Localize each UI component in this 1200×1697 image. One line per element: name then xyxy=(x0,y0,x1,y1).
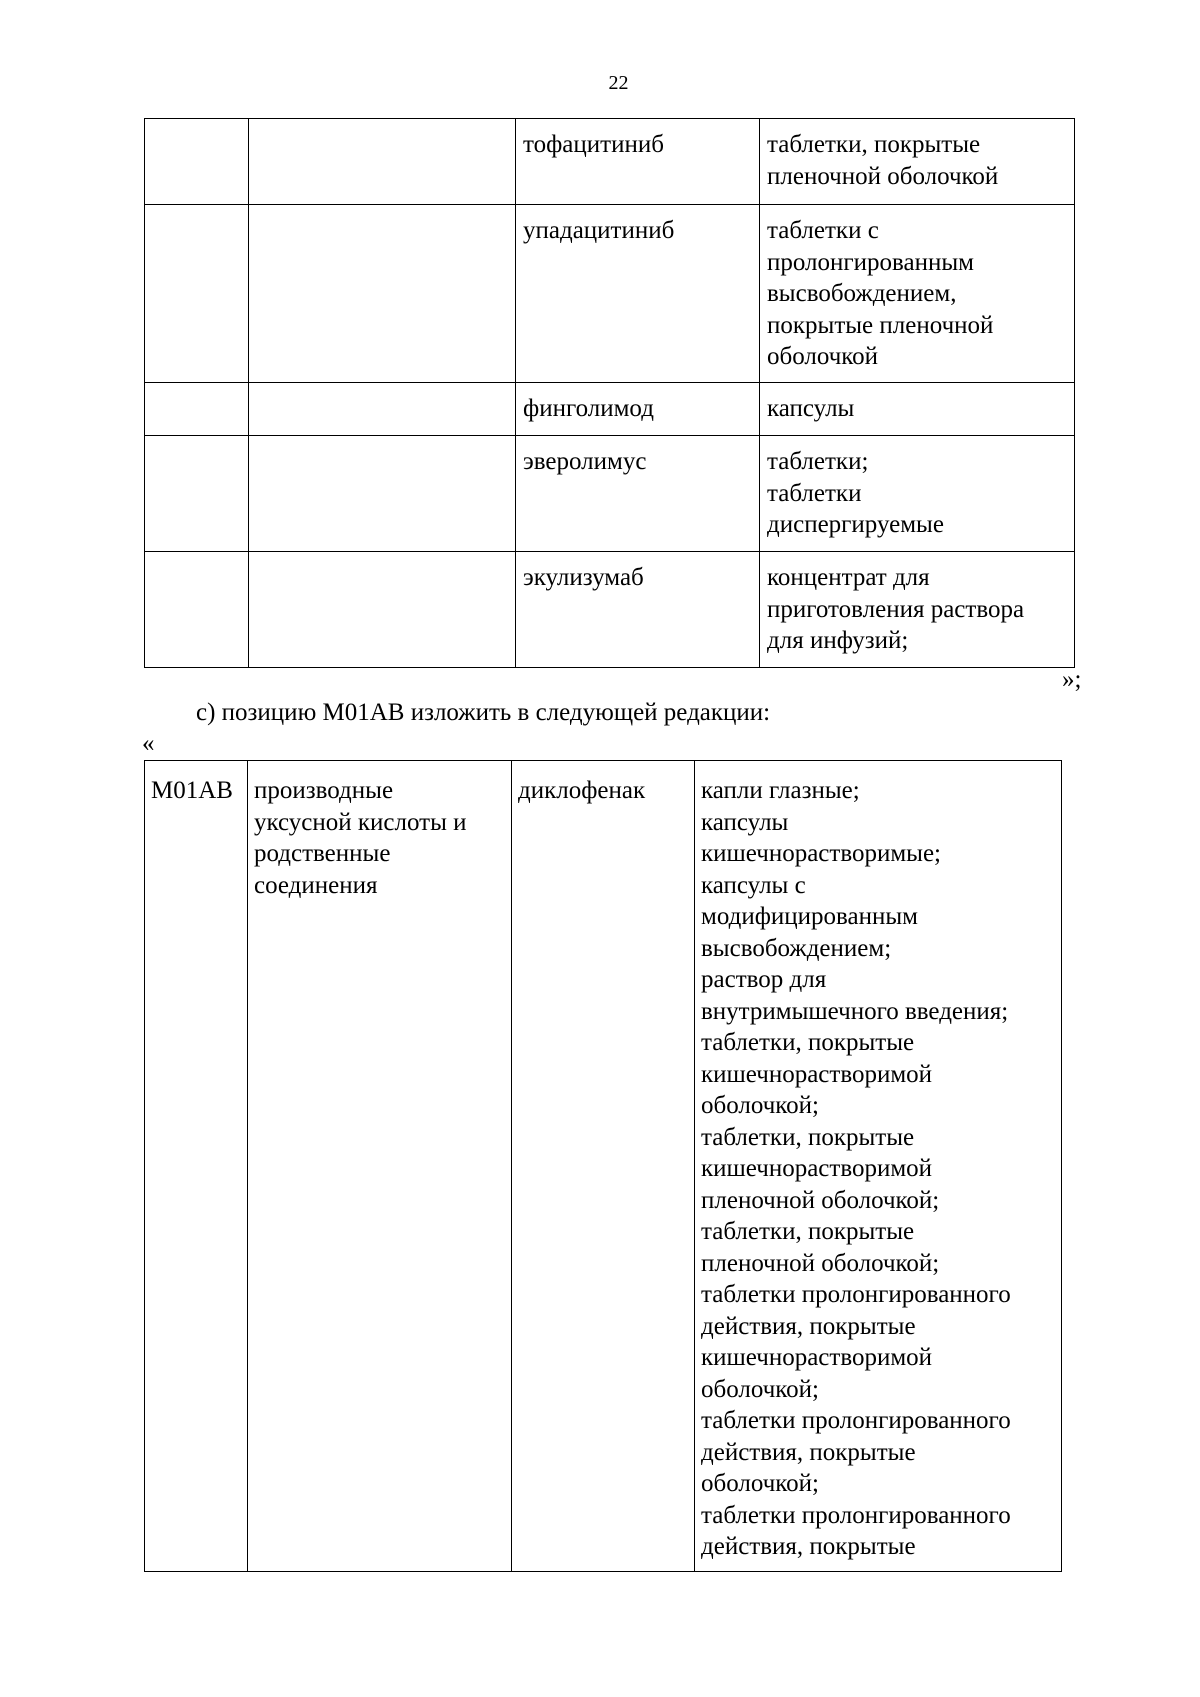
table-cell-code xyxy=(145,552,249,668)
table-cell-group xyxy=(249,119,516,205)
table-cell-group: производные уксусной кислоты и родственные соединения xyxy=(248,761,512,1572)
table-cell-drug: финголимод xyxy=(516,383,760,436)
table-cell-code: M01AB xyxy=(145,761,248,1572)
table-cell-drug: экулизумаб xyxy=(516,552,760,668)
table-cell-drug: диклофенак xyxy=(512,761,695,1572)
table-row xyxy=(145,761,1062,1572)
table-row xyxy=(145,383,1075,436)
table-cell-form: таблетки, покрытые пленочной оболочкой xyxy=(760,119,1075,205)
table-row xyxy=(145,205,1075,383)
table-cell-code xyxy=(145,436,249,552)
table-cell-form: таблетки; таблетки диспергируемые xyxy=(760,436,1075,552)
drug-table-continuation xyxy=(144,118,1075,668)
table-cell-code xyxy=(145,205,249,383)
opening-quote: « xyxy=(142,730,155,757)
table-cell-form: капли глазные; капсулы кишечнорастворимые; капсулы с модифицированным высвобождением; раствор для внутримышечного введения; таблетки, покрытые кишечнорастворимой оболочкой; таблетки, покрытые кишечнорастворимой пленочной оболочкой; таблетки, покрытые пленочной оболочкой; таблетки пролонгированного действия, покрытые кишечнорастворимой оболочкой; таблетки пролонгированного действия, покрытые оболочкой; таблетки пролонгированного действия, покрытые xyxy=(695,761,1062,1572)
table-cell-form: концентрат для приготовления раствора для инфузий; xyxy=(760,552,1075,668)
table-row xyxy=(145,552,1075,668)
closing-quote: »; xyxy=(1062,666,1082,693)
amendment-paragraph: с) позицию M01AB изложить в следующей редакции: xyxy=(196,699,771,726)
table-cell-group xyxy=(249,205,516,383)
table-cell-drug: тофацитиниб xyxy=(516,119,760,205)
table-cell-code xyxy=(145,119,249,205)
table-cell-form: таблетки с пролонгированным высвобождением, покрытые пленочной оболочкой xyxy=(760,205,1075,383)
table-cell-drug: эверолимус xyxy=(516,436,760,552)
table-cell-drug: упадацитиниб xyxy=(516,205,760,383)
table-row xyxy=(145,119,1075,205)
table-row xyxy=(145,436,1075,552)
page-number: 22 xyxy=(608,72,629,94)
table-cell-group xyxy=(249,552,516,668)
drug-table-m01ab xyxy=(144,760,1062,1572)
table-cell-group xyxy=(249,436,516,552)
table-cell-code xyxy=(145,383,249,436)
table-cell-group xyxy=(249,383,516,436)
table-cell-form: капсулы xyxy=(760,383,1075,436)
